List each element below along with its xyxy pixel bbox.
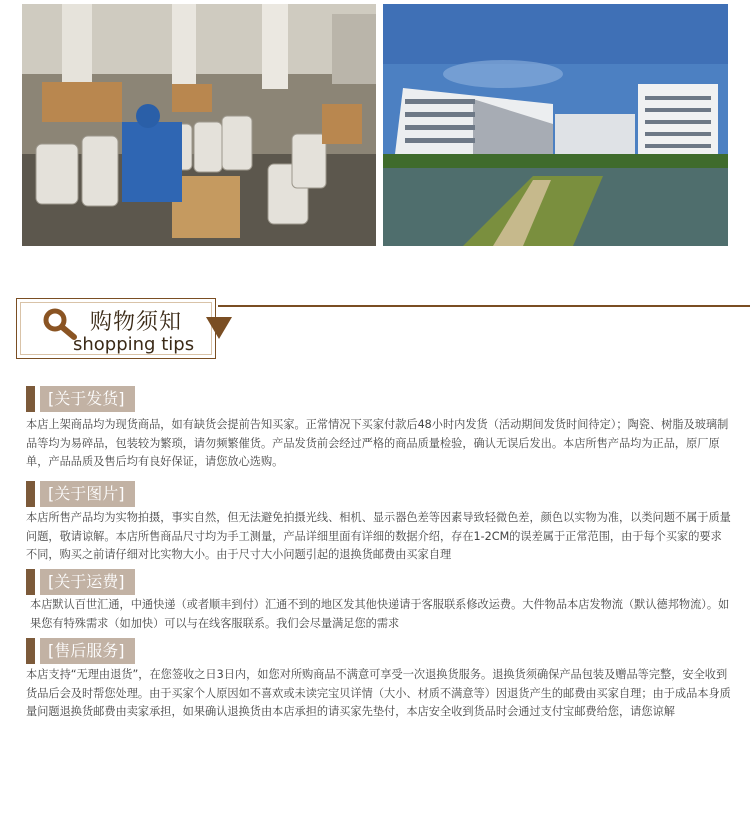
- section-aftersales-text: 本店支持“无理由退货”，在您签收之日3日内，如您对所购商品不满意可享受一次退换货服务。退换货须确保产品包装及赠品等完整，安全收到货品后会及时帮您处理。由于买家个人原因如不喜欢或未读完宝贝详情（大小、材质不满意等）因退货产生的邮费由买家自理；由于成品本身质量问题退换货邮费由卖家承担，如果确认退换货由本店承担的请买家先垫付，本店安全收到货品时会通过支付宝邮费给您，请您谅解: [26, 668, 731, 718]
- heading-accent-bar: [26, 386, 35, 412]
- section-aftersales-heading: [26, 638, 135, 664]
- heading-accent-bar: [26, 481, 35, 507]
- header-inner-frame: [20, 302, 212, 355]
- section-images-text: 本店所售产品均为实物拍摄，事实自然，但无法避免拍摄光线、相机、显示器色差等因素导致轻微色差，颜色以实物为准，以类问题不属于质量问题，敬请谅解。本店所售商品尺寸均为手工测量，产品详细里面有详细的数据介绍，存在1-2CM的误差属于正常范围，由于每个买家的要求不同，购买之前请仔细对比实物大小。由于尺寸大小问题引起的退换货邮费由买家自理: [26, 511, 731, 561]
- section-shipping-heading: [26, 386, 135, 412]
- section-freight-heading: [26, 569, 135, 595]
- section-freight-text: 本店默认百世汇通，中通快递（或者顺丰到付）汇通不到的地区发其他快递请于客服联系修改运费。大件物品本店发物流（默认德邦物流）。如果您有特殊需求（如加快）可以与在线客服联系。我们会尽量满足您的需求: [30, 598, 730, 630]
- heading-accent-bar: [26, 569, 35, 595]
- header-title-cn: 购物须知: [90, 310, 183, 335]
- section-aftersales-label: [售后服务]: [40, 638, 135, 664]
- header-title-en: shopping tips: [73, 334, 195, 355]
- heading-accent-bar: [26, 638, 35, 664]
- section-images-heading: [26, 481, 135, 507]
- section-images-label: [关于图片]: [40, 481, 135, 507]
- section-shipping-label: [关于发货]: [40, 386, 135, 412]
- shopping-tips-header: [16, 298, 216, 359]
- warehouse-photo: [22, 4, 376, 246]
- factory-building-photo: [383, 4, 728, 246]
- triangle-down-icon: [206, 317, 232, 339]
- section-shipping-text: 本店上架商品均为现货商品，如有缺货会提前告知买家。正常情况下买家付款后48小时内发货（活动期间发货时间待定）；陶瓷、树脂及玻璃制品等均为易碎品，包装较为繁琐，请勿频繁催货。产品发货前会经过严格的商品质量检验，确认无误后发出。本店所售产品均为正品，原厂原单，产品品质及售后均有良好保证，请您放心选购。: [26, 418, 729, 468]
- section-freight-label: [关于运费]: [40, 569, 135, 595]
- header-divider-line: [218, 305, 750, 307]
